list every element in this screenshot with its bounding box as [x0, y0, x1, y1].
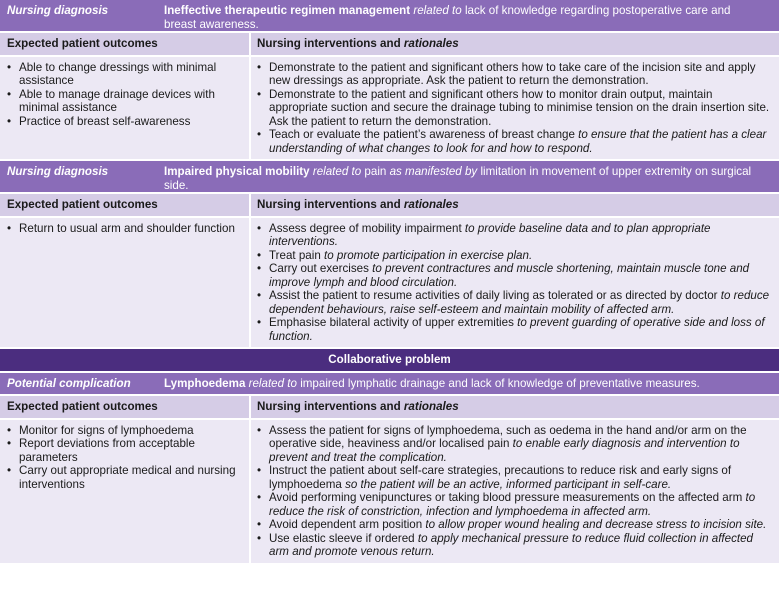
intervention-item: • Assist the patient to resume activities of daily living as tolerated or as directed by doctor to reduce dependent behaviours, raise self-esteem and maintain mobility of affected arm. — [257, 289, 771, 316]
outcomes-header: Expected patient outcomes — [0, 194, 251, 216]
outcome-item: • Return to usual arm and shoulder function — [7, 222, 244, 236]
intervention-item: • Instruct the patient about self-care strategies, precautions to reduce risk and early signs of lymphoedema so the patient will be an active, informed participant in self-care. — [257, 464, 771, 491]
related-to: related to — [413, 4, 462, 17]
outcome-item: • Report deviations from acceptable parameters — [7, 437, 244, 464]
outcomes-header: Expected patient outcomes — [0, 33, 251, 55]
complication-title: Lymphoedema — [164, 376, 246, 390]
interventions-header: Nursing interventions and rationales — [257, 37, 459, 50]
outcome-item: • Monitor for signs of lymphoedema — [7, 424, 244, 438]
outcomes-cell — [0, 218, 251, 348]
diagnosis-label: Nursing diagnosis — [7, 4, 109, 17]
outcome-item: • Practice of breast self-awareness — [7, 115, 244, 129]
column-header-row — [0, 396, 779, 420]
complication-label: Potential complication — [7, 376, 131, 390]
intervention-item: • Avoid dependent arm position to allow proper wound healing and decrease stress to incision site. — [257, 518, 771, 532]
intervention-item: • Demonstrate to the patient and significant others how to monitor drain output, maintain appropriate suction and secure the drainage tubing to minimise tension on the drain insertion site. Ask the patient to return the demonstration. — [257, 88, 771, 129]
interventions-cell — [251, 420, 779, 563]
intervention-item: • Carry out exercises to prevent contractures and muscle shortening, maintain muscle tone and improve lymph and blood circulation. — [257, 262, 771, 289]
diagnosis-title: Impaired physical mobility — [164, 165, 310, 178]
complication-text: Lymphoedema related to impaired lymphatic drainage and lack of knowledge of preventative measures. — [164, 376, 700, 390]
diagnosis-rest: lack of knowledge regarding postoperative care and breast awareness. — [164, 4, 731, 31]
intervention-item: • Emphasise bilateral activity of upper extremities to prevent guarding of operative side and loss of function. — [257, 316, 771, 343]
intervention-item: • Assess degree of mobility impairment to provide baseline data and to plan appropriate interventions. — [257, 222, 771, 249]
diagnosis-title: Ineffective therapeutic regimen management — [164, 4, 411, 17]
complication-row — [0, 373, 779, 397]
diagnosis-label: Nursing diagnosis — [7, 165, 109, 178]
diagnosis-text — [164, 0, 779, 31]
column-header-row — [0, 33, 779, 57]
outcome-item: • Able to change dressings with minimal assistance — [7, 61, 244, 88]
intervention-item: • Avoid performing venipunctures or taking blood pressure measurements on the affected arm to reduce the risk of constriction, infection and lymphoedema in affected arm. — [257, 491, 771, 518]
collaborative-problem-heading: Collaborative problem — [0, 349, 779, 373]
interventions-header: Nursing interventions and rationales — [257, 400, 459, 413]
column-header-row — [0, 194, 779, 218]
outcome-item: • Carry out appropriate medical and nursing interventions — [7, 464, 244, 491]
intervention-item: • Teach or evaluate the patient’s awareness of breast change to ensure that the patient has a clear understanding of what changes to look for and how to respond. — [257, 128, 771, 155]
outcomes-header: Expected patient outcomes — [0, 396, 251, 418]
outcomes-cell — [0, 57, 251, 160]
diagnosis-row — [0, 161, 779, 194]
interventions-cell — [251, 218, 779, 348]
diagnosis-row — [0, 0, 779, 33]
interventions-cell — [251, 57, 779, 160]
diagnosis-text: Impaired physical mobility related to pain as manifested by limitation in movement of upper extremity on surgical side. — [164, 165, 752, 192]
content-row — [0, 218, 779, 350]
intervention-item: • Treat pain to promote participation in exercise plan. — [257, 249, 771, 263]
intervention-item: • Use elastic sleeve if ordered to apply mechanical pressure to reduce fluid collection in affected arm and promote venous return. — [257, 532, 771, 559]
intervention-item: • Assess the patient for signs of lymphoedema, such as oedema in the hand and/or arm on the operative side, heaviness and/or localised pain to enable early diagnosis and intervention to prevent and treat the complication. — [257, 424, 771, 465]
outcome-item: • Able to manage drainage devices with minimal assistance — [7, 88, 244, 115]
intervention-item: • Demonstrate to the patient and significant others how to take care of the incision site and apply new dressings as appropriate. Ask the patient to return the demonstration. — [257, 61, 771, 88]
outcomes-cell — [0, 420, 251, 563]
content-row — [0, 57, 779, 162]
content-row — [0, 420, 779, 565]
interventions-header: Nursing interventions and rationales — [257, 198, 459, 211]
